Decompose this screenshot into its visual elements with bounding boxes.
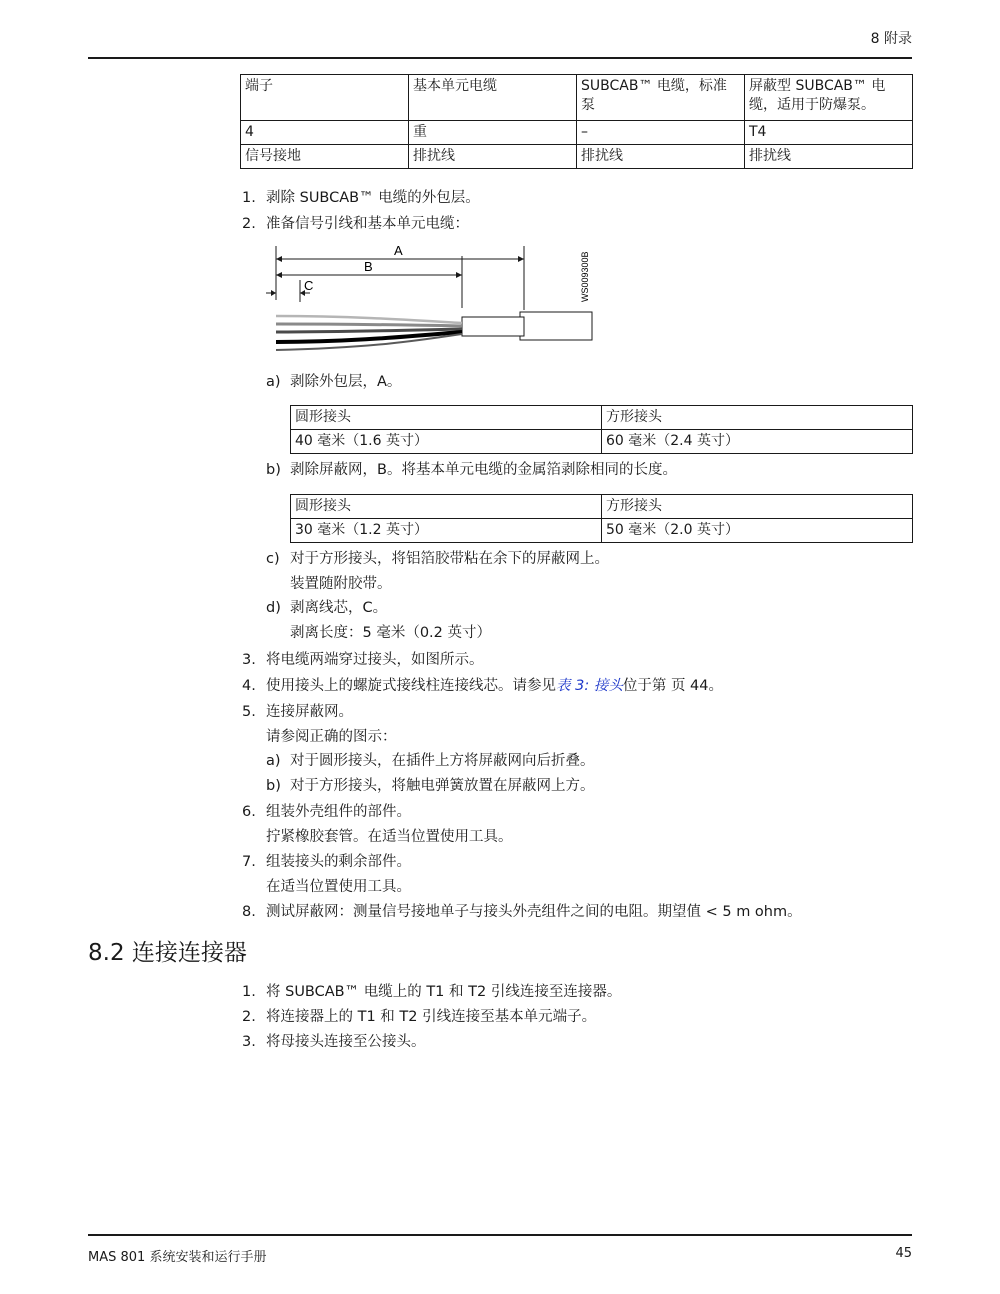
table-header-cell: 方形接头 [602, 406, 913, 430]
table-header-cell: 方形接头 [602, 495, 913, 519]
table-row [291, 519, 913, 543]
step-number: 1. [242, 190, 256, 206]
chapter-header: 8 附录 [870, 31, 912, 47]
table-header-cell: 屏蔽型 SUBCAB™ 电缆，适用于防爆泵。 [745, 75, 913, 121]
substep-letter: a) [266, 374, 281, 390]
table-header-cell: 圆形接头 [291, 495, 602, 519]
step-number: 7. [242, 854, 256, 870]
step-text: 对于圆形接头，在插件上方将屏蔽网向后折叠。 [290, 753, 595, 769]
step-text: 测试屏蔽网：测量信号接地单子与接头外壳组件之间的电阻。期望值 < 5 m ohm。 [266, 904, 802, 920]
table-cell: 排扰线 [577, 145, 745, 169]
step-text: 剥离线芯，C。 [290, 600, 388, 616]
table-cell: T4 [745, 121, 913, 145]
strip-length-table-b [290, 494, 913, 543]
manual-title: MAS 801 系统安装和运行手册 [88, 1250, 267, 1265]
table-header-cell: 基本单元电缆 [409, 75, 577, 121]
step-number: 1. [242, 984, 256, 1000]
table-cell: 50 毫米（2.0 英寸） [602, 519, 913, 543]
step-number: 4. [242, 678, 256, 694]
step-text: 将电缆两端穿过接头，如图所示。 [266, 652, 484, 668]
step-text: 组装接头的剩余部件。 [266, 854, 411, 870]
table-row [241, 145, 913, 169]
strip-length-table-a [290, 405, 913, 454]
step-number: 3. [242, 652, 256, 668]
table-header-cell: SUBCAB™ 电缆，标准泵 [577, 75, 745, 121]
substep-letter: b) [266, 778, 281, 794]
step-number: 3. [242, 1034, 256, 1050]
step-text: 对于方形接头，将触电弹簧放置在屏蔽网上方。 [290, 778, 595, 794]
table-cell: 信号接地 [241, 145, 409, 169]
substep-letter: c) [266, 551, 280, 567]
table-cell: – [577, 121, 745, 145]
figure-code: WS009300B [580, 251, 590, 302]
page-number: 45 [895, 1246, 912, 1261]
step-text: 剥除屏蔽网，B。将基本单元电缆的金属箔剥除相同的长度。 [290, 462, 677, 478]
step-number: 5. [242, 704, 256, 720]
substep-letter: d) [266, 600, 281, 616]
header-rule [88, 57, 912, 59]
table-cell: 排扰线 [745, 145, 913, 169]
step-note: 拧紧橡胶套管。在适当位置使用工具。 [266, 829, 513, 845]
table-reference-link[interactable]: 表 3: 接头 [556, 678, 623, 694]
step-note: 装置随附胶带。 [290, 576, 392, 592]
table-cell: 60 毫米（2.4 英寸） [602, 430, 913, 454]
step-text: 连接屏蔽网。 [266, 704, 353, 720]
dimension-label-b: B [364, 259, 373, 274]
table-cell: 40 毫米（1.6 英寸） [291, 430, 602, 454]
dimension-label-c: C [304, 278, 314, 293]
substep-letter: a) [266, 753, 281, 769]
step-text: 准备信号引线和基本单元电缆： [266, 216, 469, 232]
table-cell: 30 毫米（1.2 英寸） [291, 519, 602, 543]
step-number: 6. [242, 804, 256, 820]
step-text: 对于方形接头，将铝箔胶带粘在余下的屏蔽网上。 [290, 551, 609, 567]
table-row [241, 121, 913, 145]
step-text: 将母接头连接至公接头。 [266, 1034, 426, 1050]
step-text: 剥除 SUBCAB™ 电缆的外包层。 [266, 190, 480, 206]
substep-letter: b) [266, 462, 281, 478]
step-number: 2. [242, 216, 256, 232]
table-row [291, 430, 913, 454]
table-header-cell: 圆形接头 [291, 406, 602, 430]
step-text: 使用接头上的螺旋式接线柱连接线芯。请参见 [266, 678, 556, 694]
step-note: 剥离长度：5 毫米（0.2 英寸） [290, 625, 492, 641]
table-cell: 4 [241, 121, 409, 145]
cable-drawing [276, 312, 592, 350]
step-number: 8. [242, 904, 256, 920]
table-cell: 排扰线 [409, 145, 577, 169]
step-text-with-link [266, 676, 723, 696]
step-note: 在适当位置使用工具。 [266, 879, 411, 895]
section-title: 8.2 连接连接器 [88, 940, 247, 966]
step-text: 剥除外包层，A。 [290, 374, 402, 390]
step-text: 将连接器上的 T1 和 T2 引线连接至基本单元端子。 [266, 1009, 597, 1025]
step-text: 组装外壳组件的部件。 [266, 804, 411, 820]
step-note: 请参阅正确的图示： [266, 729, 397, 745]
footer-rule [88, 1234, 912, 1236]
terminal-table [240, 74, 913, 169]
step-number: 2. [242, 1009, 256, 1025]
table-header-cell: 端子 [241, 75, 409, 121]
step-text: 将 SUBCAB™ 电缆上的 T1 和 T2 引线连接至连接器。 [266, 984, 622, 1000]
cable-strip-figure [262, 240, 602, 366]
table-cell: 重 [409, 121, 577, 145]
step-text: 位于第 页 44。 [622, 678, 724, 694]
dimension-label-a: A [394, 243, 403, 258]
